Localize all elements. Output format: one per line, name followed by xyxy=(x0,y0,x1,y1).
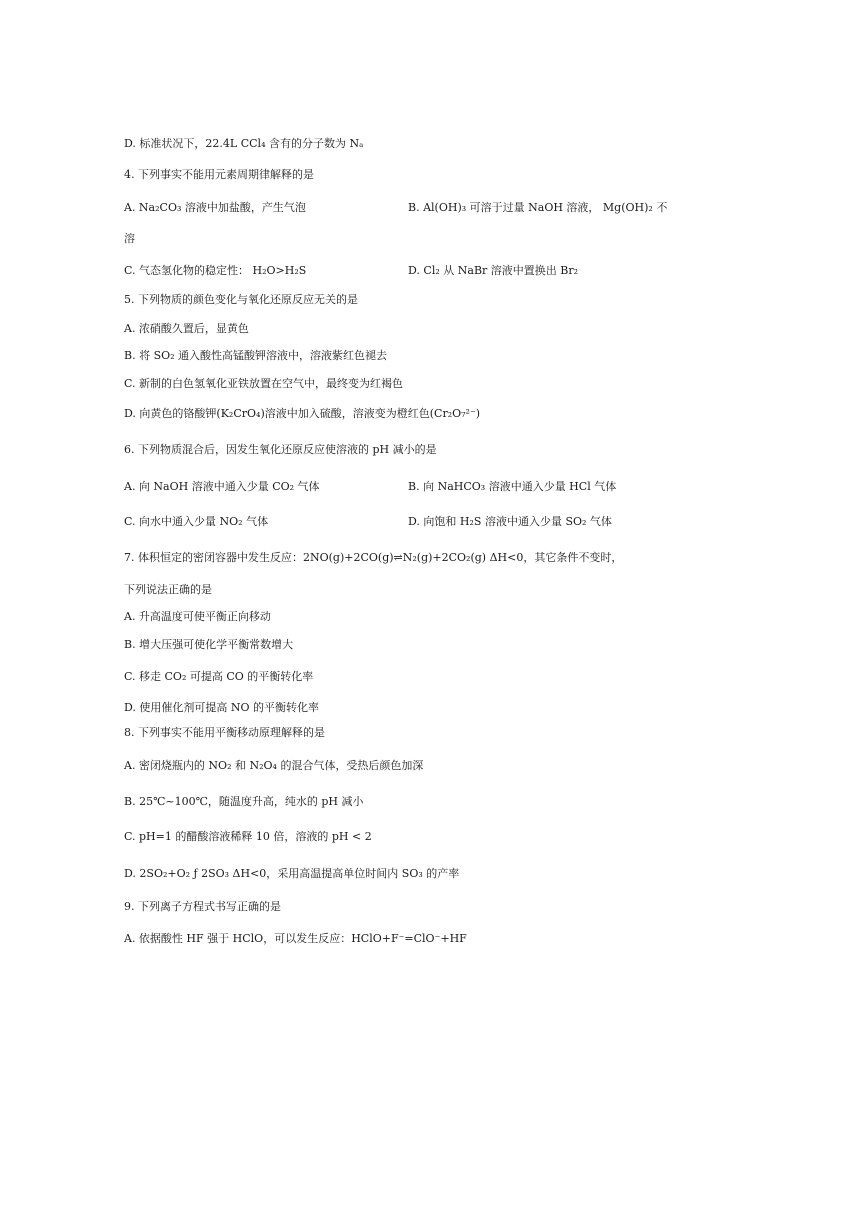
q8-option-b: B. 25℃~100℃，随温度升高，纯水的 pH 减小 xyxy=(124,795,364,808)
q9-option-a: A. 依据酸性 HF 强于 HClO，可以发生反应：HClO+F⁻=ClO⁻+HF xyxy=(124,932,467,945)
q7-option-c: C. 移走 CO₂ 可提高 CO 的平衡转化率 xyxy=(124,670,314,683)
q8-option-c: C. pH=1 的醋酸溶液稀释 10 倍，溶液的 pH < 2 xyxy=(124,830,372,843)
q7-option-b: B. 增大压强可使化学平衡常数增大 xyxy=(124,638,294,651)
q5-option-a: A. 浓硝酸久置后，显黄色 xyxy=(124,322,249,335)
q7-option-d: D. 使用催化剂可提高 NO 的平衡转化率 xyxy=(124,701,320,714)
q9-stem: 9. 下列离子方程式书写正确的是 xyxy=(124,900,281,913)
q6-option-d: D. 向饱和 H₂S 溶液中通入少量 SO₂ 气体 xyxy=(408,515,612,528)
q8-stem: 8. 下列事实不能用平衡移动原理解释的是 xyxy=(124,726,325,739)
q4-option-b: B. Al(OH)₃ 可溶于过量 NaOH 溶液， Mg(OH)₂ 不 xyxy=(408,201,668,214)
q4-stem: 4. 下列事实不能用元素周期律解释的是 xyxy=(124,168,314,181)
q6-option-c: C. 向水中通入少量 NO₂ 气体 xyxy=(124,515,269,528)
q5-stem: 5. 下列物质的颜色变化与氧化还原反应无关的是 xyxy=(124,293,358,306)
q8-option-a: A. 密闭烧瓶内的 NO₂ 和 N₂O₄ 的混合气体，受热后颜色加深 xyxy=(124,759,424,772)
q8-option-d: D. 2SO₂+O₂ ƒ 2SO₃ ΔH<0，采用高温提高单位时间内 SO₃ 的产率 xyxy=(124,867,460,880)
q4-option-c: C. 气态氢化物的稳定性： H₂O>H₂S xyxy=(124,264,307,277)
q6-stem: 6. 下列物质混合后，因发生氧化还原反应使溶液的 pH 减小的是 xyxy=(124,443,437,456)
q5-option-d: D. 向黄色的铬酸钾(K₂CrO₄)溶液中加入硫酸，溶液变为橙红色(Cr₂O₇²⁻) xyxy=(124,407,481,420)
q4-option-b-continued: 溶 xyxy=(124,232,135,245)
q4-option-a: A. Na₂CO₃ 溶液中加盐酸，产生气泡 xyxy=(124,201,306,214)
q6-option-a: A. 向 NaOH 溶液中通入少量 CO₂ 气体 xyxy=(124,480,320,493)
q7-stem-continued: 下列说法正确的是 xyxy=(124,583,212,596)
q6-option-b: B. 向 NaHCO₃ 溶液中通入少量 HCl 气体 xyxy=(408,480,617,493)
q7-stem: 7. 体积恒定的密闭容器中发生反应：2NO(g)+2CO(g)⇌N₂(g)+2CO₂(g) ΔH<0，其它条件不变时， xyxy=(124,551,623,564)
q5-option-c: C. 新制的白色氢氧化亚铁放置在空气中，最终变为红褐色 xyxy=(124,377,404,390)
q7-option-a: A. 升高温度可使平衡正向移动 xyxy=(124,610,271,623)
q5-option-b: B. 将 SO₂ 通入酸性高锰酸钾溶液中，溶液紫红色褪去 xyxy=(124,349,388,362)
q3-option-d: D. 标准状况下，22.4L CCl₄ 含有的分子数为 Nₐ xyxy=(124,137,364,150)
q4-option-d: D. Cl₂ 从 NaBr 溶液中置换出 Br₂ xyxy=(408,264,579,277)
